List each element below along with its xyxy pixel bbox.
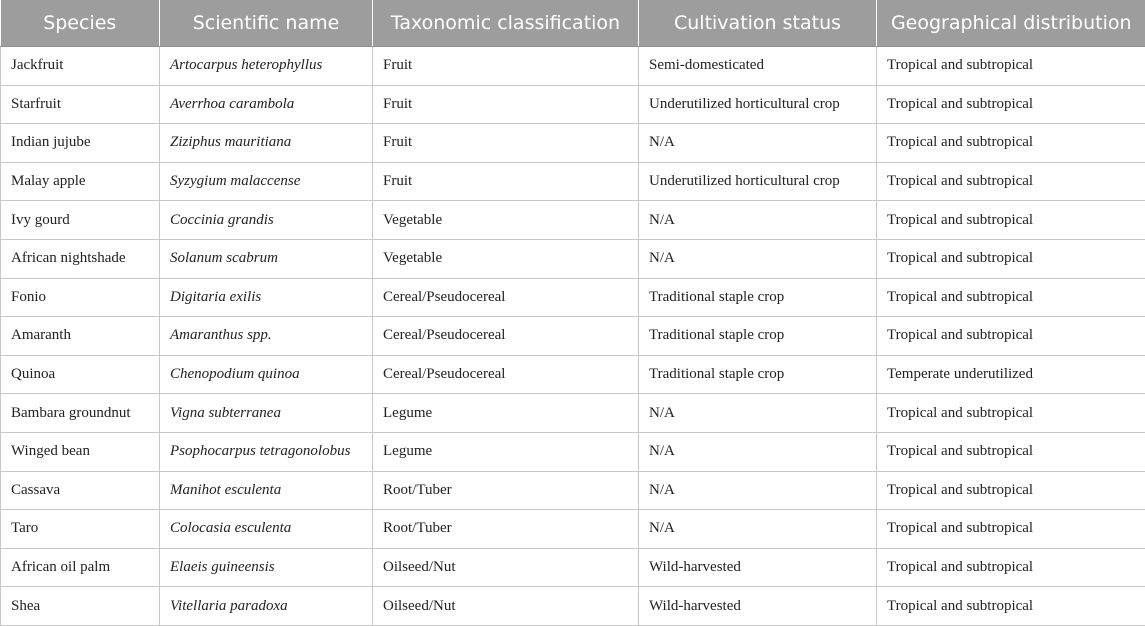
cell-taxonomic-classification: Legume xyxy=(373,394,639,433)
table-row xyxy=(1,47,1145,86)
cell-species: Cassava xyxy=(1,471,160,510)
cell-taxonomic-classification: Vegetable xyxy=(373,239,639,278)
header-row xyxy=(1,0,1145,47)
cell-geographical-distribution: Temperate underutilized xyxy=(877,355,1145,394)
table-row xyxy=(1,432,1145,471)
cell-species: Bambara groundnut xyxy=(1,394,160,433)
header-species: Species xyxy=(1,0,160,47)
cell-geographical-distribution: Tropical and subtropical xyxy=(877,124,1145,163)
table-row xyxy=(1,239,1145,278)
table-body xyxy=(1,47,1145,626)
cell-cultivation-status: N/A xyxy=(639,124,877,163)
table-row xyxy=(1,85,1145,124)
cell-geographical-distribution: Tropical and subtropical xyxy=(877,85,1145,124)
cell-geographical-distribution: Tropical and subtropical xyxy=(877,432,1145,471)
cell-geographical-distribution: Tropical and subtropical xyxy=(877,47,1145,86)
cell-cultivation-status: Underutilized horticultural crop xyxy=(639,162,877,201)
table-row xyxy=(1,471,1145,510)
table-row xyxy=(1,317,1145,356)
cell-taxonomic-classification: Root/Tuber xyxy=(373,471,639,510)
cell-geographical-distribution: Tropical and subtropical xyxy=(877,510,1145,549)
cell-scientific-name: Elaeis guineensis xyxy=(160,548,373,587)
table-row xyxy=(1,394,1145,433)
cell-geographical-distribution: Tropical and subtropical xyxy=(877,201,1145,240)
cell-scientific-name: Vigna subterranea xyxy=(160,394,373,433)
table-row xyxy=(1,124,1145,163)
cell-species: African oil palm xyxy=(1,548,160,587)
cell-geographical-distribution: Tropical and subtropical xyxy=(877,548,1145,587)
cell-taxonomic-classification: Oilseed/Nut xyxy=(373,587,639,626)
header-taxonomic-classification: Taxonomic classification xyxy=(373,0,639,47)
cell-species: African nightshade xyxy=(1,239,160,278)
cell-species: Indian jujube xyxy=(1,124,160,163)
cell-scientific-name: Ziziphus mauritiana xyxy=(160,124,373,163)
cell-scientific-name: Manihot esculenta xyxy=(160,471,373,510)
cell-scientific-name: Colocasia esculenta xyxy=(160,510,373,549)
cell-cultivation-status: Traditional staple crop xyxy=(639,355,877,394)
cell-taxonomic-classification: Oilseed/Nut xyxy=(373,548,639,587)
cell-geographical-distribution: Tropical and subtropical xyxy=(877,239,1145,278)
cell-scientific-name: Digitaria exilis xyxy=(160,278,373,317)
cell-cultivation-status: Traditional staple crop xyxy=(639,317,877,356)
cell-taxonomic-classification: Vegetable xyxy=(373,201,639,240)
cell-cultivation-status: N/A xyxy=(639,432,877,471)
cell-taxonomic-classification: Fruit xyxy=(373,124,639,163)
cell-geographical-distribution: Tropical and subtropical xyxy=(877,162,1145,201)
cell-species: Malay apple xyxy=(1,162,160,201)
cell-geographical-distribution: Tropical and subtropical xyxy=(877,471,1145,510)
cell-geographical-distribution: Tropical and subtropical xyxy=(877,317,1145,356)
header-cultivation-status: Cultivation status xyxy=(639,0,877,47)
cell-cultivation-status: Wild-harvested xyxy=(639,548,877,587)
header-scientific-name: Scientific name xyxy=(160,0,373,47)
cell-scientific-name: Psophocarpus tetragonolobus xyxy=(160,432,373,471)
cell-cultivation-status: N/A xyxy=(639,239,877,278)
cell-species: Quinoa xyxy=(1,355,160,394)
cell-taxonomic-classification: Root/Tuber xyxy=(373,510,639,549)
cell-taxonomic-classification: Cereal/Pseudocereal xyxy=(373,355,639,394)
cell-species: Amaranth xyxy=(1,317,160,356)
table-row xyxy=(1,587,1145,626)
cell-scientific-name: Amaranthus spp. xyxy=(160,317,373,356)
cell-scientific-name: Solanum scabrum xyxy=(160,239,373,278)
cell-taxonomic-classification: Fruit xyxy=(373,85,639,124)
cell-cultivation-status: N/A xyxy=(639,394,877,433)
cell-geographical-distribution: Tropical and subtropical xyxy=(877,278,1145,317)
cell-species: Winged bean xyxy=(1,432,160,471)
cell-taxonomic-classification: Legume xyxy=(373,432,639,471)
cell-cultivation-status: Underutilized horticultural crop xyxy=(639,85,877,124)
cell-geographical-distribution: Tropical and subtropical xyxy=(877,587,1145,626)
cell-species: Fonio xyxy=(1,278,160,317)
table-row xyxy=(1,548,1145,587)
cell-species: Ivy gourd xyxy=(1,201,160,240)
cell-taxonomic-classification: Cereal/Pseudocereal xyxy=(373,317,639,356)
cell-geographical-distribution: Tropical and subtropical xyxy=(877,394,1145,433)
cell-scientific-name: Artocarpus heterophyllus xyxy=(160,47,373,86)
cell-scientific-name: Coccinia grandis xyxy=(160,201,373,240)
table-row xyxy=(1,355,1145,394)
cell-cultivation-status: N/A xyxy=(639,510,877,549)
cell-scientific-name: Syzygium malaccense xyxy=(160,162,373,201)
cell-taxonomic-classification: Cereal/Pseudocereal xyxy=(373,278,639,317)
cell-species: Shea xyxy=(1,587,160,626)
cell-scientific-name: Averrhoa carambola xyxy=(160,85,373,124)
cell-taxonomic-classification: Fruit xyxy=(373,47,639,86)
cell-cultivation-status: N/A xyxy=(639,201,877,240)
cell-species: Taro xyxy=(1,510,160,549)
cell-species: Starfruit xyxy=(1,85,160,124)
cell-cultivation-status: Traditional staple crop xyxy=(639,278,877,317)
table-row xyxy=(1,278,1145,317)
table-header xyxy=(1,0,1145,47)
cell-cultivation-status: Wild-harvested xyxy=(639,587,877,626)
table-row xyxy=(1,510,1145,549)
cell-cultivation-status: N/A xyxy=(639,471,877,510)
cell-species: Jackfruit xyxy=(1,47,160,86)
cell-taxonomic-classification: Fruit xyxy=(373,162,639,201)
cell-scientific-name: Chenopodium quinoa xyxy=(160,355,373,394)
table-row xyxy=(1,201,1145,240)
cell-scientific-name: Vitellaria paradoxa xyxy=(160,587,373,626)
table-row xyxy=(1,162,1145,201)
header-geographical-distribution: Geographical distribution xyxy=(877,0,1145,47)
cell-cultivation-status: Semi-domesticated xyxy=(639,47,877,86)
